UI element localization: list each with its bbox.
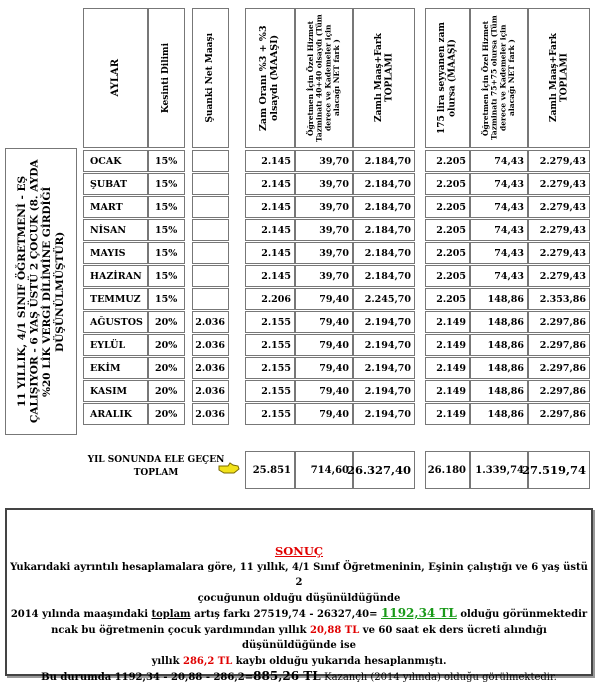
cell-taz2: 74,43 xyxy=(470,196,528,218)
header-kesinti-text: Kesinti Dilimi xyxy=(161,42,172,114)
cell-top2: 2.279,43 xyxy=(528,242,590,264)
cell-sey: 2.205 xyxy=(425,242,470,264)
cell-taz2: 74,43 xyxy=(470,173,528,195)
cell-zam: 2.155 xyxy=(245,403,295,425)
cell-taz2: 74,43 xyxy=(470,242,528,264)
cell-zam: 2.145 xyxy=(245,265,295,287)
header-aylar-text: AYLAR xyxy=(109,59,121,97)
cell-top1: 2.194,70 xyxy=(353,403,415,425)
cell-top1: 2.245,70 xyxy=(353,288,415,310)
cell-zam: 2.145 xyxy=(245,242,295,264)
cell-zam: 2.206 xyxy=(245,288,295,310)
cell-top2: 2.279,43 xyxy=(528,219,590,241)
cell-taz2: 148,86 xyxy=(470,334,528,356)
cell-zam: 2.155 xyxy=(245,380,295,402)
cell-taz1: 79,40 xyxy=(295,380,353,402)
cell-ay: HAZİRAN xyxy=(83,265,148,287)
sonuc-line-6: Bu durumda 1192,34 - 20,88 - 286,2=885,26 TL Kazançlı (2014 yılında) olduğu görülmektedir. xyxy=(41,669,557,682)
cell-sey: 2.149 xyxy=(425,334,470,356)
cell-taz1: 39,70 xyxy=(295,265,353,287)
sidebar-description xyxy=(5,148,77,435)
header-kesinti xyxy=(148,8,185,148)
cell-ay: KASIM xyxy=(83,380,148,402)
cell-zam: 2.145 xyxy=(245,196,295,218)
cell-taz1: 39,70 xyxy=(295,173,353,195)
header-tazminat-2-text: Öğretmen İçin Özel Hizmet Tazminatı 75+75 olursa (Tüm derece ve Kademeler için alacağı NET fark ) xyxy=(480,15,516,141)
cell-taz2: 148,86 xyxy=(470,357,528,379)
header-zam-orani xyxy=(245,8,295,148)
cell-net: 2.036 xyxy=(192,357,229,379)
cell-net xyxy=(192,196,229,218)
header-net-maas xyxy=(192,8,229,148)
cell-taz1: 79,40 xyxy=(295,311,353,333)
cell-top2: 2.279,43 xyxy=(528,150,590,172)
cell-taz1: 79,40 xyxy=(295,357,353,379)
cell-taz2: 74,43 xyxy=(470,219,528,241)
sonuc-line-4: ncak bu öğretmenin çocuk yardımından yıllık 20,88 TL ve 60 saat ek ders ücreti alındığı düşünüldüğünde ise xyxy=(51,624,547,651)
cell-sey: 2.205 xyxy=(425,150,470,172)
sonuc-kayip-value: 286,2 TL xyxy=(182,655,233,667)
cell-taz1: 39,70 xyxy=(295,196,353,218)
cell-top2: 2.279,43 xyxy=(528,173,590,195)
total-seyyanen: 26.180 xyxy=(425,451,470,489)
header-aylar xyxy=(83,8,148,148)
header-tazminat-2 xyxy=(470,8,528,148)
cell-top2: 2.297,86 xyxy=(528,334,590,356)
sonuc-artis-value: 1192,34 TL xyxy=(381,606,457,620)
cell-taz1: 39,70 xyxy=(295,219,353,241)
sonuc-line-1: Yukarıdaki ayrıntılı hesaplamalara göre, 11 yıllık, 4/1 Sınıf Öğretmeninin, Eşinin çalıştığı ve 6 yaş üstü 2 xyxy=(10,561,588,588)
cell-net xyxy=(192,173,229,195)
total-toplam-2: 27.519,74 xyxy=(528,451,590,489)
cell-taz1: 39,70 xyxy=(295,242,353,264)
cell-kesinti: 20% xyxy=(148,380,185,402)
cell-zam: 2.145 xyxy=(245,173,295,195)
cell-top1: 2.194,70 xyxy=(353,334,415,356)
cell-sey: 2.205 xyxy=(425,219,470,241)
totals-label-text: YIL SONUNDA ELE GEÇEN TOPLAM xyxy=(87,455,225,478)
totals-label xyxy=(83,454,229,480)
cell-net: 2.036 xyxy=(192,403,229,425)
cell-top1: 2.194,70 xyxy=(353,311,415,333)
cell-sey: 2.205 xyxy=(425,173,470,195)
cell-kesinti: 20% xyxy=(148,357,185,379)
cell-ay: AĞUSTOS xyxy=(83,311,148,333)
cell-sey: 2.149 xyxy=(425,380,470,402)
sonuc-line-3: 2014 yılında maaşındaki toplam artış farkı 27519,74 - 26327,40= 1192,34 TL olduğu görünmektedir xyxy=(10,606,588,620)
cell-kesinti: 20% xyxy=(148,334,185,356)
cell-net xyxy=(192,219,229,241)
cell-zam: 2.155 xyxy=(245,334,295,356)
sonuc-box xyxy=(5,508,593,682)
cell-top1: 2.184,70 xyxy=(353,265,415,287)
cell-kesinti: 15% xyxy=(148,288,185,310)
cell-kesinti: 15% xyxy=(148,219,185,241)
cell-sey: 2.205 xyxy=(425,288,470,310)
cell-sey: 2.149 xyxy=(425,357,470,379)
total-zam: 25.851 xyxy=(245,451,295,489)
cell-ay: MART xyxy=(83,196,148,218)
cell-zam: 2.155 xyxy=(245,311,295,333)
cell-top2: 2.279,43 xyxy=(528,265,590,287)
sonuc-line-2: çocuğunun olduğu düşünüldüğünde xyxy=(197,592,401,604)
cell-kesinti: 15% xyxy=(148,196,185,218)
total-tazminat-2: 1.339,74 xyxy=(470,451,528,489)
sidebar-description-text: 11 YILLIK, 4/1 SINIF ÖĞRETMENİ - EŞ ÇALIŞIYOR - 6 YAŞ ÜSTÜ 2 ÇOCUK (8. AYDA %20 LİK VERGİ DİLİMİNE GİRDİĞİ DÜŞÜNÜLMÜŞTÜR) xyxy=(15,159,66,424)
cell-taz1: 79,40 xyxy=(295,403,353,425)
header-tazminat-1 xyxy=(295,8,353,148)
cell-taz1: 39,70 xyxy=(295,150,353,172)
cell-top1: 2.194,70 xyxy=(353,380,415,402)
cell-sey: 2.149 xyxy=(425,403,470,425)
sonuc-title: SONUÇ xyxy=(274,544,324,558)
cell-net xyxy=(192,288,229,310)
cell-taz2: 74,43 xyxy=(470,265,528,287)
cell-top2: 2.353,86 xyxy=(528,288,590,310)
cell-kesinti: 20% xyxy=(148,403,185,425)
cell-taz2: 148,86 xyxy=(470,288,528,310)
cell-top1: 2.184,70 xyxy=(353,196,415,218)
cell-top2: 2.297,86 xyxy=(528,311,590,333)
cell-net: 2.036 xyxy=(192,380,229,402)
cell-sey: 2.149 xyxy=(425,311,470,333)
sonuc-cocuk-value: 20,88 TL xyxy=(310,624,360,636)
cell-sey: 2.205 xyxy=(425,196,470,218)
cell-ay: ARALIK xyxy=(83,403,148,425)
cell-net: 2.036 xyxy=(192,311,229,333)
cell-ay: EYLÜL xyxy=(83,334,148,356)
cell-taz2: 148,86 xyxy=(470,403,528,425)
cell-top1: 2.184,70 xyxy=(353,219,415,241)
cell-top1: 2.194,70 xyxy=(353,357,415,379)
header-toplam-2 xyxy=(528,8,590,148)
cell-net xyxy=(192,242,229,264)
header-seyyanen xyxy=(425,8,470,148)
header-tazminat-1-text: Öğretmen İçin Özel Hizmet Tazminatı 40+40 olsaydı (Tüm derece ve Kademeler için alacağı NET fark ) xyxy=(305,14,341,142)
header-toplam-2-text: Zamlı Maaş+Fark TOPLAMI xyxy=(548,33,569,123)
header-net-maas-text: Şuanki Net Maaşı xyxy=(205,33,216,123)
cell-taz2: 74,43 xyxy=(470,150,528,172)
cell-top1: 2.184,70 xyxy=(353,173,415,195)
header-toplam-1 xyxy=(353,8,415,148)
cell-taz1: 79,40 xyxy=(295,288,353,310)
cell-top2: 2.279,43 xyxy=(528,196,590,218)
cell-taz1: 79,40 xyxy=(295,334,353,356)
cell-net xyxy=(192,150,229,172)
cell-zam: 2.145 xyxy=(245,219,295,241)
cell-taz2: 148,86 xyxy=(470,311,528,333)
cell-kesinti: 15% xyxy=(148,242,185,264)
cell-sey: 2.205 xyxy=(425,265,470,287)
cell-kesinti: 15% xyxy=(148,173,185,195)
cell-kesinti: 15% xyxy=(148,265,185,287)
sonuc-line-5: yıllık 286,2 TL kaybı olduğu yukarıda hesaplanmıştı. xyxy=(151,655,447,667)
pointing-hand-icon xyxy=(218,460,240,479)
cell-zam: 2.145 xyxy=(245,150,295,172)
header-toplam-1-text: Zamlı Maaş+Fark TOPLAMI xyxy=(373,33,394,123)
cell-kesinti: 15% xyxy=(148,150,185,172)
header-zam-orani-text: Zam Oranı %3 + %3 olsaydı (MAAŞI) xyxy=(258,25,280,131)
cell-ay: OCAK xyxy=(83,150,148,172)
sonuc-result-value: 885,26 TL xyxy=(253,669,321,682)
cell-top1: 2.184,70 xyxy=(353,242,415,264)
cell-taz2: 148,86 xyxy=(470,380,528,402)
cell-kesinti: 20% xyxy=(148,311,185,333)
total-tazminat-1: 714,60 xyxy=(295,451,353,489)
cell-zam: 2.155 xyxy=(245,357,295,379)
cell-ay: MAYIS xyxy=(83,242,148,264)
cell-ay: TEMMUZ xyxy=(83,288,148,310)
cell-ay: EKİM xyxy=(83,357,148,379)
cell-ay: ŞUBAT xyxy=(83,173,148,195)
cell-top2: 2.297,86 xyxy=(528,357,590,379)
cell-top2: 2.297,86 xyxy=(528,403,590,425)
cell-net: 2.036 xyxy=(192,334,229,356)
cell-ay: NİSAN xyxy=(83,219,148,241)
cell-top2: 2.297,86 xyxy=(528,380,590,402)
cell-top1: 2.184,70 xyxy=(353,150,415,172)
total-toplam-1: 26.327,40 xyxy=(353,451,415,489)
header-seyyanen-text: 175 lira seyyanen zam olursa (MAAŞI) xyxy=(437,22,458,134)
cell-net xyxy=(192,265,229,287)
